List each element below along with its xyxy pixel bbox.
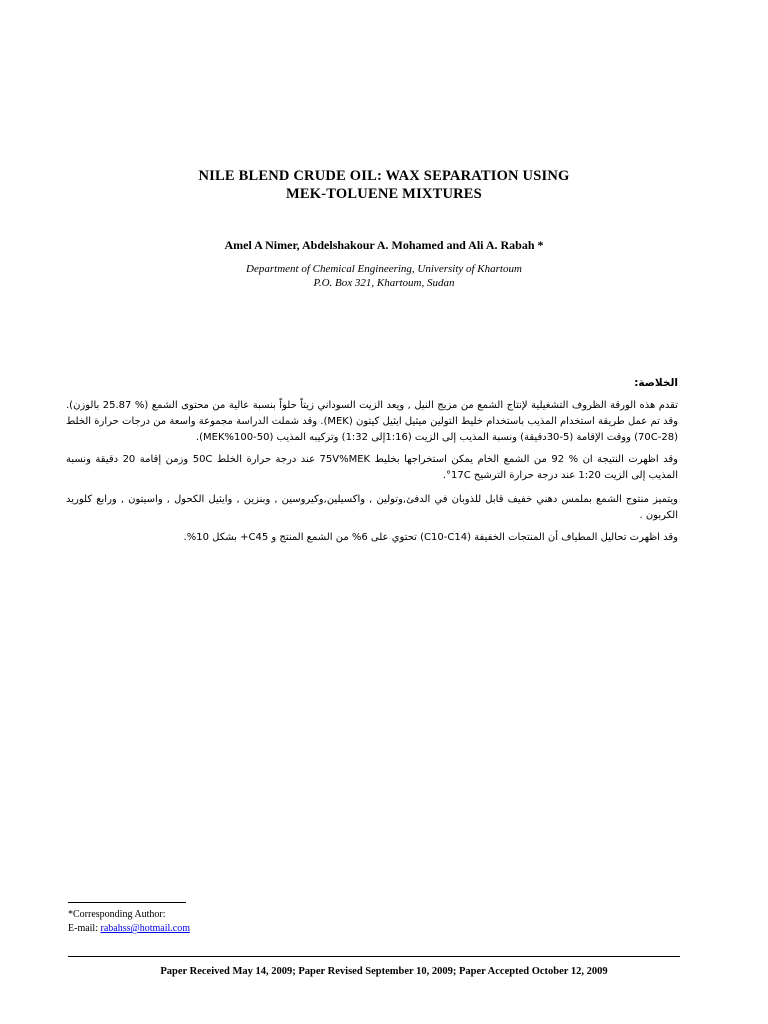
abstract-paragraph-1 xyxy=(66,398,678,446)
abstract-text-1: تقدم هذه الورقة الظروف التشغيلية لإنتاج الشمع من مزيج النيل , ويعد الزيت السوداني زيتاً حلواً بنسبة عالية من محتوى الشمع (% 25.87 بالوزن). وقد تم عمل طريقة استخدام المذيب باستخدام خليط التولين ميثيل ايثيل كيتون (MEK). وقد شملت الدراسة مجموعة واسعة من درجات حرارة الخلط (28-70C) ووقت الإقامة (5-30دقيقة) ونسبة المذيب إلى الزيت (1:16إلى 1:32) وتركيبه المذيب (50-100%MEK). xyxy=(66,400,678,443)
abstract-paragraph-4 xyxy=(66,530,678,546)
email-label: E-mail: xyxy=(68,923,101,934)
email-link[interactable]: rabahss@hotmail.com xyxy=(100,923,190,934)
affiliation-line-2: P.O. Box 321, Khartoum, Sudan xyxy=(313,277,455,289)
abstract-heading: الخلاصة: xyxy=(634,377,678,389)
title-line-1: NILE BLEND CRUDE OIL: WAX SEPARATION USING xyxy=(198,168,570,184)
abstract-text-4: وقد اظهرت تحاليل المطياف أن المنتجات الخفيفة (C10-C14) تحتوي على 6% من الشمع المنتج و C45+ بشكل 10%. xyxy=(183,532,678,543)
corresponding-author-note: *Corresponding Author: xyxy=(68,909,166,920)
abstract-text-2: وقد اظهرت النتيجة ان % 92 من الشمع الخام يمكن استخراجها بخليط 75V%MEK عند درجة حرارة الخلط 50C وزمن إقامة 20 دقيقة ونسبة المذيب إلى الزيت 1:20 عند درجة حرارة الترشيح 17C°. xyxy=(66,454,678,481)
affiliation xyxy=(0,262,768,290)
abstract-paragraph-3 xyxy=(66,492,678,524)
abstract-paragraph-2 xyxy=(66,452,678,484)
paper-dates: Paper Received May 14, 2009; Paper Revised September 10, 2009; Paper Accepted October 12, 2009 xyxy=(160,966,608,977)
email-line xyxy=(68,923,190,934)
footnote-rule xyxy=(68,902,186,903)
authors: Amel A Nimer, Abdelshakour A. Mohamed and Ali A. Rabah * xyxy=(224,238,544,252)
title-line-2: MEK-TOLUENE MIXTURES xyxy=(286,186,482,202)
paper-title xyxy=(0,167,768,203)
affiliation-line-1: Department of Chemical Engineering, University of Khartoum xyxy=(246,263,522,275)
bottom-rule xyxy=(68,956,680,957)
abstract-text-3: ويتميز منتوج الشمع بملمس دهني خفيف قابل للذوبان في الدفئ,وتولين , واكسيلين,وكيروسين , وبنزين , وايثيل الكحول , واسيتون , ورابع كلوريد الكربون . xyxy=(66,494,678,521)
